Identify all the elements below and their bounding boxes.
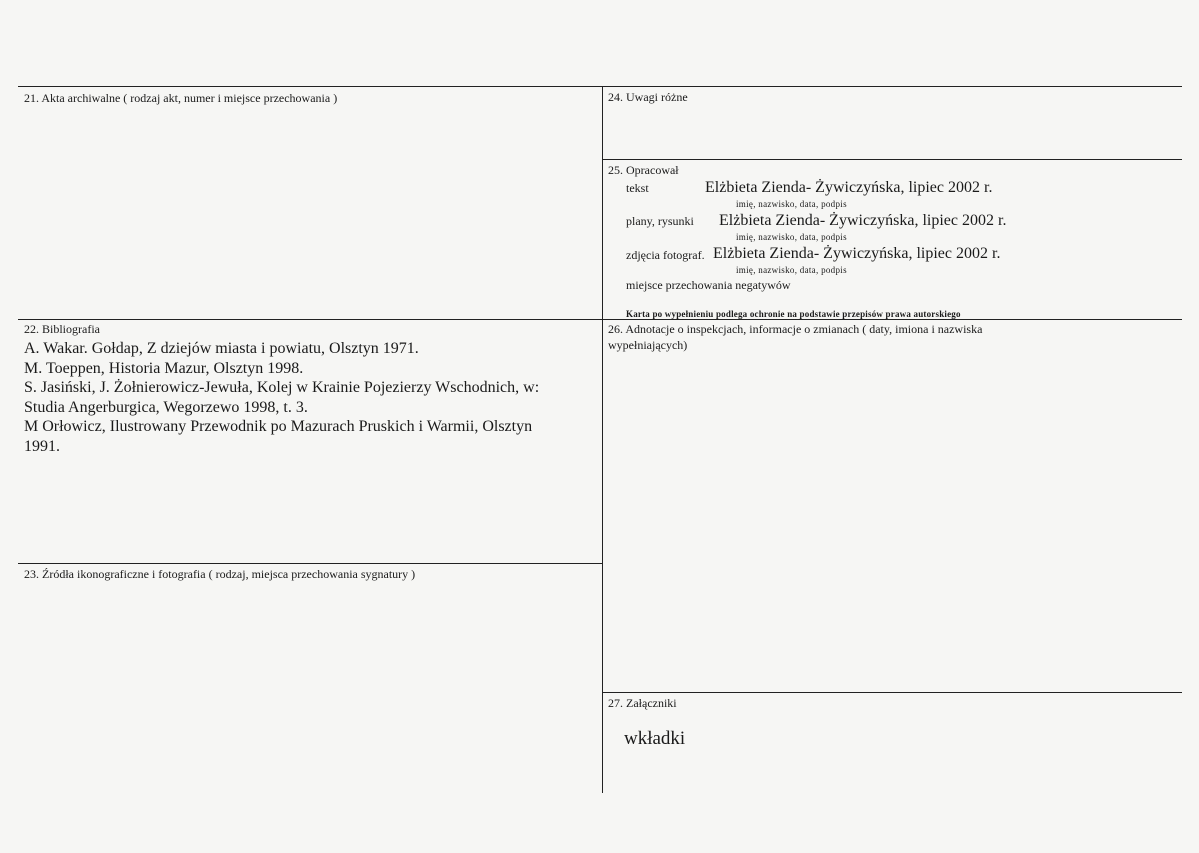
s25-photos-value: Elżbieta Zienda- Żywiczyńska, lipiec 2002 r. — [713, 245, 1001, 262]
s26-heading-line1: 26. Adnotacje o inspekcjach, informacje o zmianach ( daty, imiona i nazwiska — [608, 322, 983, 336]
s25-text-label: tekst — [626, 181, 649, 195]
s27-heading: 27. Załączniki — [608, 696, 677, 710]
s25-text-value: Elżbieta Zienda- Żywiczyńska, lipiec 2002 r. — [705, 179, 993, 196]
s21-heading: 21. Akta archiwalne ( rodzaj akt, numer i miejsce przechowania ) — [24, 91, 338, 105]
s24-heading: 24. Uwagi różne — [608, 90, 688, 104]
bibliography-entry: S. Jasiński, J. Żołnierowicz-Jewuła, Kolej w Krainie Pojezierzy Wschodnich, w: — [24, 379, 540, 396]
s26-bottom-rule — [603, 692, 1182, 693]
mid-rule — [18, 319, 1182, 320]
bibliography-entry: M Orłowicz, Ilustrowany Przewodnik po Mazurach Pruskich i Warmii, Olsztyn — [24, 418, 533, 435]
s26-heading-line2: wypełniających) — [608, 338, 688, 352]
bibliography-entry: Studia Angerburgica, Wegorzewo 1998, t. 3. — [24, 398, 308, 416]
vertical-divider — [602, 86, 603, 793]
bibliography-entry: A. Wakar. Gołdap, Z dziejów miasta i powiatu, Olsztyn 1971. — [24, 340, 419, 357]
s25-plans-value: Elżbieta Zienda- Żywiczyńska, lipiec 2002 r. — [719, 212, 1007, 229]
top-rule — [18, 86, 1182, 87]
s25-negatives-label: miejsce przechowania negatywów — [626, 278, 791, 292]
s25-hint-3: imię, nazwisko, data, podpis — [736, 265, 847, 275]
s23-heading: 23. Źródła ikonograficzne i fotografia ( rodzaj, miejsca przechowania sygnatury ) — [24, 567, 416, 581]
s25-hint-1: imię, nazwisko, data, podpis — [736, 199, 847, 209]
s25-hint-2: imię, nazwisko, data, podpis — [736, 232, 847, 242]
bibliography-entry: 1991. — [24, 437, 60, 455]
s25-heading: 25. Opracował — [608, 163, 679, 177]
s22-heading: 22. Bibliografia — [24, 322, 100, 336]
s25-plans-label: plany, rysunki — [626, 214, 694, 228]
s22-bottom-rule — [18, 563, 602, 564]
s24-bottom-rule — [603, 159, 1182, 160]
s27-value: wkładki — [624, 728, 686, 749]
bibliography-list — [24, 339, 539, 456]
copyright-notice: Karta po wypełnieniu podlega ochronie na podstawie przepisów prawa autorskiego — [626, 309, 961, 319]
bibliography-entry: M. Toeppen, Historia Mazur, Olsztyn 1998. — [24, 359, 304, 377]
s25-photos-label: zdjęcia fotograf. — [626, 248, 705, 262]
